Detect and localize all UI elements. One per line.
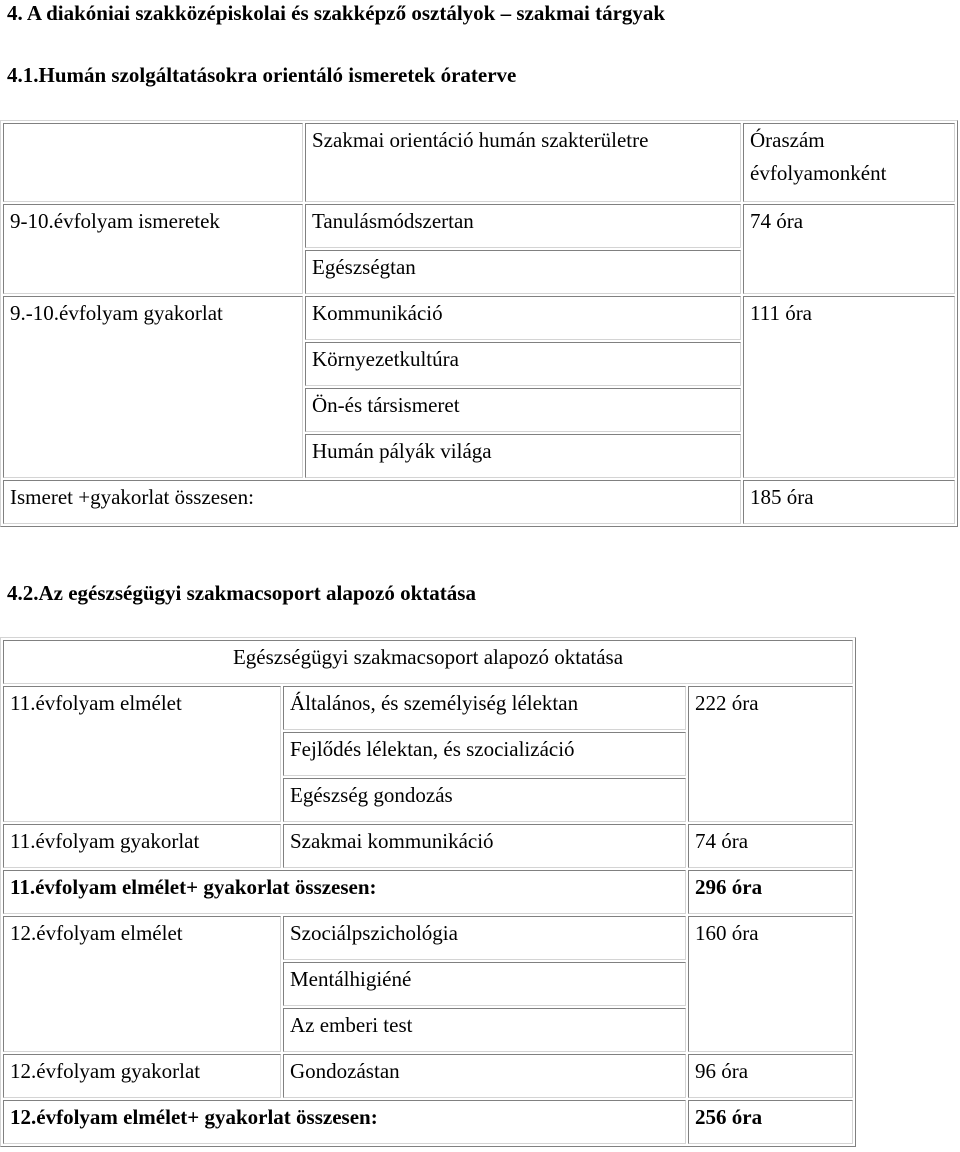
header-cell-orientation: Szakmai orientáció humán szakterületre — [305, 123, 741, 202]
total-label-11: 11.évfolyam elmélet+ gyakorlat összesen: — [3, 870, 686, 914]
table-header-cell: Egészségügyi szakmacsoport alapozó oktatása — [3, 640, 853, 684]
section-title: 4. A diakóniai szakközépiskolai és szakképző osztályok – szakmai tárgyak — [7, 1, 666, 25]
table-row — [3, 204, 955, 248]
row-label-12-practice: 12.évfolyam gyakorlat — [3, 1054, 281, 1098]
table-row — [3, 916, 853, 960]
total-row — [3, 1100, 853, 1144]
hours-cell: 111 óra — [743, 296, 955, 478]
total-hours: 185 óra — [743, 480, 955, 524]
subject-cell: Az emberi test — [283, 1008, 686, 1052]
subject-cell: Humán pályák világa — [305, 434, 741, 478]
subject-cell: Kommunikáció — [305, 296, 741, 340]
total-hours-11: 296 óra — [688, 870, 853, 914]
subject-cell: Mentálhigiéné — [283, 962, 686, 1006]
hours-cell: 160 óra — [688, 916, 853, 1052]
total-label-12: 12.évfolyam elmélet+ gyakorlat összesen: — [3, 1100, 686, 1144]
subject-cell: Szociálpszichológia — [283, 916, 686, 960]
table-header-row — [3, 123, 955, 202]
subject-cell: Gondozástan — [283, 1054, 686, 1098]
total-row — [3, 480, 955, 524]
subject-cell: Egészség gondozás — [283, 778, 686, 822]
row-label-9-10-practice: 9.-10.évfolyam gyakorlat — [3, 296, 303, 478]
table-row — [3, 296, 955, 340]
total-row — [3, 870, 853, 914]
subsection-title-4-2: 4.2.Az egészségügyi szakmacsoport alapozó oktatása — [7, 581, 476, 605]
row-label-11-theory: 11.évfolyam elmélet — [3, 686, 281, 822]
hours-cell: 96 óra — [688, 1054, 853, 1098]
total-hours-12: 256 óra — [688, 1100, 853, 1144]
health-foundation-table — [0, 637, 856, 1147]
subject-cell: Tanulásmódszertan — [305, 204, 741, 248]
row-label-11-practice: 11.évfolyam gyakorlat — [3, 824, 281, 868]
hours-cell: 74 óra — [688, 824, 853, 868]
humanities-curriculum-table — [0, 120, 958, 527]
subject-cell: Fejlődés lélektan, és szocializáció — [283, 732, 686, 776]
subject-cell: Általános, és személyiség lélektan — [283, 686, 686, 730]
table-row — [3, 824, 853, 868]
total-label: Ismeret +gyakorlat összesen: — [3, 480, 741, 524]
subject-cell: Környezetkultúra — [305, 342, 741, 386]
subject-cell: Ön-és társismeret — [305, 388, 741, 432]
subject-cell: Szakmai kommunikáció — [283, 824, 686, 868]
header-cell-hours: Óraszám évfolyamonként — [743, 123, 955, 202]
subsection-title-4-1: 4.1.Humán szolgáltatásokra orientáló ismeretek óraterve — [7, 63, 517, 87]
hours-cell: 74 óra — [743, 204, 955, 294]
row-label-12-theory: 12.évfolyam elmélet — [3, 916, 281, 1052]
table-header-row — [3, 640, 853, 684]
table-row — [3, 1054, 853, 1098]
empty-header-cell — [3, 123, 303, 202]
table-row — [3, 686, 853, 730]
subject-cell: Egészségtan — [305, 250, 741, 294]
row-label-9-10-knowledge: 9-10.évfolyam ismeretek — [3, 204, 303, 294]
hours-cell: 222 óra — [688, 686, 853, 822]
